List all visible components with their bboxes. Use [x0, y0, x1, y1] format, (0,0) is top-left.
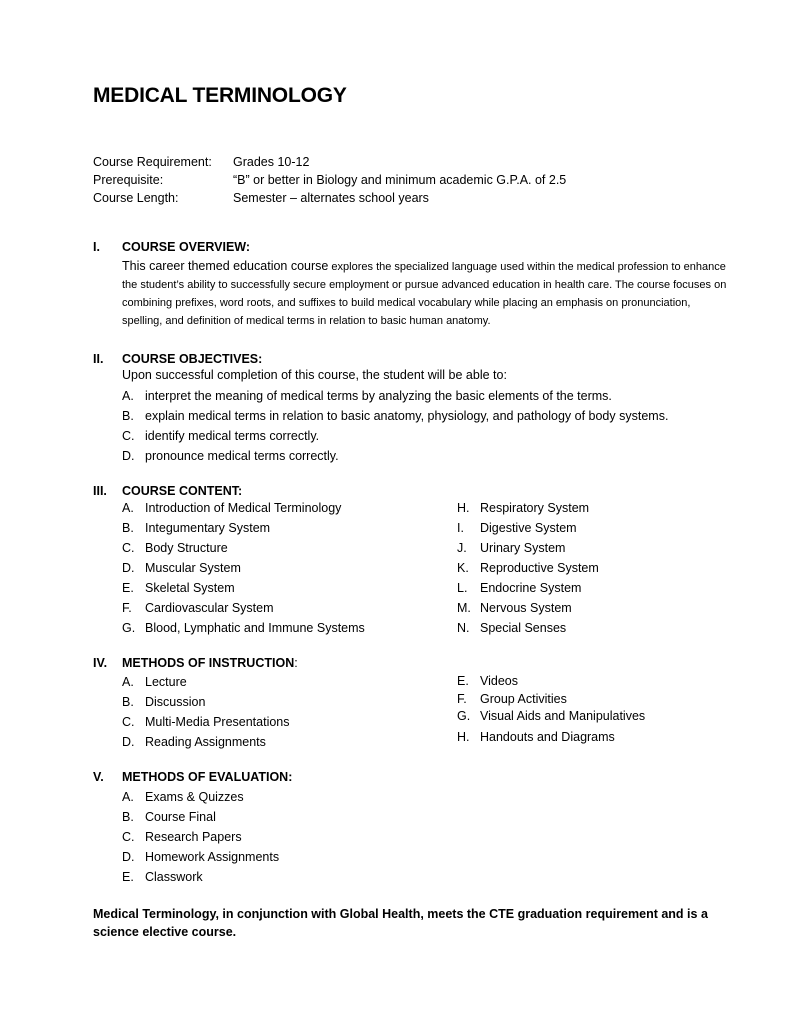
list-item [457, 618, 599, 638]
list-item [122, 732, 290, 752]
item-text: Integumentary System [145, 521, 271, 535]
section-title: COURSE OBJECTIVES: [122, 352, 263, 366]
overview-paragraph [122, 257, 732, 330]
list-item [122, 558, 365, 578]
item-letter: L. [457, 581, 468, 595]
item-letter: D. [122, 561, 135, 575]
list-item [122, 598, 365, 618]
info-label: Prerequisite: [93, 173, 164, 187]
list-item [457, 729, 645, 747]
section-title-colon: : [294, 656, 298, 670]
list-item [457, 538, 599, 558]
section-title: METHODS OF INSTRUCTION [122, 656, 295, 670]
item-letter: D. [122, 449, 135, 463]
page-title: MEDICAL TERMINOLOGY [93, 84, 347, 107]
section-heading-objectives [93, 350, 262, 368]
item-text: Exams & Quizzes [145, 790, 244, 804]
item-text: explain medical terms in relation to basic anatomy, physiology, and pathology of body systems. [145, 409, 669, 423]
overview-lead: This career themed education course [122, 259, 329, 273]
course-info [93, 153, 566, 207]
list-item [122, 787, 279, 807]
footer-note: Medical Terminology, in conjunction with Global Health, meets the CTE graduation requirement and is a science elective course. [93, 907, 708, 939]
item-text: interpret the meaning of medical terms by analyzing the basic elements of the terms. [145, 389, 612, 403]
item-letter: A. [122, 790, 134, 804]
item-letter: H. [457, 501, 470, 515]
item-text: Group Activities [480, 691, 567, 706]
list-item [457, 673, 645, 691]
item-letter: K. [457, 561, 469, 575]
item-text: Respiratory System [480, 501, 590, 515]
item-text: Muscular System [145, 561, 241, 575]
item-letter: E. [122, 870, 134, 884]
section-heading-overview [93, 238, 250, 256]
overview-body: explores the specialized language used within the medical profession to enhance the student’s ability to successfully secure employment or pursue advanced education in health care. The course focuses on combining prefixes, word roots, and suffixes to build medical vocabulary while placing an emphasis on pronunciation, spelling, and definition of medical terms in relation to basic human anatomy. [122, 261, 727, 327]
item-letter: E. [122, 581, 134, 595]
item-text: Multi-Media Presentations [145, 715, 290, 729]
item-letter: B. [122, 695, 134, 709]
item-letter: A. [122, 501, 134, 515]
item-letter: J. [457, 541, 467, 555]
info-value: Semester – alternates school years [233, 191, 429, 205]
item-text: Handouts and Diagrams [480, 729, 615, 744]
item-letter: D. [122, 850, 135, 864]
objectives-list [122, 386, 668, 466]
item-text: Skeletal System [145, 581, 235, 595]
list-item [457, 691, 645, 709]
section-heading-instruction [93, 654, 298, 672]
section-number: III. [93, 484, 107, 498]
item-letter: F. [122, 601, 132, 615]
item-text: Lecture [145, 675, 187, 689]
list-item [457, 518, 599, 538]
list-item [122, 518, 365, 538]
item-text: Introduction of Medical Terminology [145, 501, 342, 515]
instruction-list-right [457, 673, 645, 746]
objectives-intro: Upon successful completion of this course, the student will be able to: [122, 368, 507, 382]
list-item [457, 708, 645, 726]
info-label: Course Requirement: [93, 155, 212, 169]
item-letter: A. [122, 675, 134, 689]
item-letter: G. [457, 709, 471, 723]
section-number: V. [93, 770, 104, 784]
item-letter: B. [122, 810, 134, 824]
item-text: Blood, Lymphatic and Immune Systems [145, 621, 365, 635]
section-number: I. [93, 240, 100, 254]
section-title: METHODS OF EVALUATION: [122, 770, 293, 784]
course-length-row [93, 189, 566, 207]
prerequisite-row [93, 171, 566, 189]
list-item [457, 558, 599, 578]
content-list-left [122, 498, 365, 638]
list-item [122, 672, 290, 692]
item-text: Reading Assignments [145, 735, 266, 749]
list-item [122, 498, 365, 518]
item-letter: H. [457, 729, 470, 744]
list-item [122, 578, 365, 598]
list-item [122, 426, 668, 446]
item-letter: G. [122, 621, 136, 635]
item-letter: B. [122, 521, 134, 535]
item-text: Special Senses [480, 621, 567, 635]
item-letter: E. [457, 674, 469, 688]
item-text: Course Final [145, 810, 216, 824]
list-item [122, 847, 279, 867]
list-item [122, 712, 290, 732]
item-text: Reproductive System [480, 561, 599, 575]
list-item [122, 807, 279, 827]
item-text: pronounce medical terms correctly. [145, 449, 339, 463]
item-letter: C. [122, 830, 135, 844]
list-item [122, 618, 365, 638]
list-item [457, 578, 599, 598]
item-text: Digestive System [480, 521, 577, 535]
item-letter: C. [122, 429, 135, 443]
item-text: Videos [480, 674, 518, 688]
instruction-list-left [122, 672, 290, 752]
section-number: II. [93, 352, 104, 366]
item-letter: N. [457, 621, 470, 635]
item-text: Homework Assignments [145, 850, 280, 864]
item-text: Discussion [145, 695, 206, 709]
item-text: Endocrine System [480, 581, 582, 595]
course-requirement-row [93, 153, 566, 171]
item-letter: A. [122, 389, 134, 403]
item-text: Research Papers [145, 830, 242, 844]
list-item [457, 498, 599, 518]
evaluation-list [122, 787, 279, 887]
item-letter: C. [122, 715, 135, 729]
list-item [122, 406, 668, 426]
item-text: Urinary System [480, 541, 566, 555]
section-number: IV. [93, 656, 108, 670]
info-value: Grades 10-12 [233, 155, 310, 169]
item-text: Classwork [145, 870, 203, 884]
item-letter: B. [122, 409, 134, 423]
item-letter: I. [457, 521, 464, 535]
section-heading-evaluation [93, 768, 292, 786]
item-letter: D. [122, 735, 135, 749]
info-value: “B” or better in Biology and minimum academic G.P.A. of 2.5 [233, 173, 567, 187]
item-text: Visual Aids and Manipulatives [480, 709, 646, 723]
list-item [122, 692, 290, 712]
item-text: Nervous System [480, 601, 572, 615]
list-item [122, 538, 365, 558]
list-item [122, 446, 668, 466]
list-item [122, 827, 279, 847]
list-item [122, 867, 279, 887]
list-item [122, 386, 668, 406]
item-letter: C. [122, 541, 135, 555]
content-list-right [457, 498, 599, 638]
section-title: COURSE CONTENT: [122, 484, 243, 498]
section-title: COURSE OVERVIEW: [122, 240, 251, 254]
list-item [457, 598, 599, 618]
item-text: Body Structure [145, 541, 228, 555]
item-text: Cardiovascular System [145, 601, 274, 615]
item-letter: M. [457, 601, 471, 615]
info-label: Course Length: [93, 191, 179, 205]
item-text: identify medical terms correctly. [145, 429, 320, 443]
item-letter: F. [457, 691, 467, 706]
